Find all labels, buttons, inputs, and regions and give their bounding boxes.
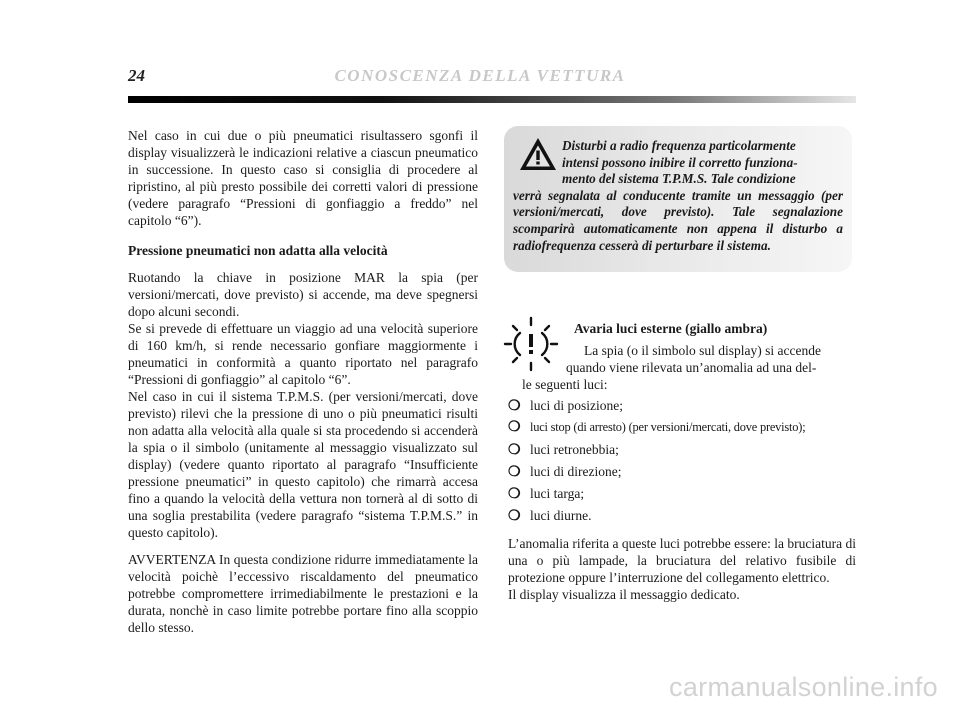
list-item [508,441,856,463]
lights-description [508,342,856,393]
warning-paragraph: AVVERTENZA In questa condizione ridurre immediatamente la velocità poichè l’eccessivo riscaldamento del pneumatico potrebbe compromettere irrimediabilmente le prestazioni e la durata, nonchè in caso limite potrebbe portare fino alla scoppio dello stesso. [128,552,478,635]
lights-desc-line-1: La spia (o il simbolo sul display) si accende [584,343,821,358]
body-paragraph-1: Ruotando la chiave in posizione MAR la spia (per versioni/mercati, dove previsto) si accende, ma deve spegnersi dopo alcuni secondi. [128,270,478,319]
warning-line-2: intensi possono inibire il corretto funziona- [562,154,798,170]
bullet-mark: ❍ [508,509,521,524]
warning-line-3: mento del sistema T.P.M.S. Tale condizione [562,171,796,187]
list-item-text: luci di posizione; [530,398,623,413]
list-item [508,507,856,529]
lights-title: Avaria luci esterne (giallo ambra) [574,321,768,336]
warning-rest: verrà segnalata al conducente tramite un messaggio (per versioni/mercati, dove previsto). Tale segnalazione scomparirà automaticamente non appena il disturbo a radiofrequenza cesserà di perturbare il sistema. [513,187,843,253]
watermark: carmanualsonline.info [669,672,938,702]
body-paragraph-2: Se si prevede di effettuare un viaggio ad una velocità superiore di 160 km/h, si rende necessario gonfiare maggiormente i pneumatici in conformità a quanto riportato nel paragrafo “Pressioni di gonfiaggio” al capitolo “6”. [128,321,478,387]
list-item-text: luci targa; [530,486,585,501]
list-item-text: luci diurne. [530,508,592,523]
list-item [508,485,856,507]
bullet-mark: ❍ [508,399,521,414]
list-item [508,397,856,419]
lights-outro-1: L’anomalia riferita a queste luci potrebbe essere: la bruciatura di una o più lampade, la bruciatura del relativo fusibile di protezione oppure l’interruzione del collegamento elettrico. [508,536,856,585]
warning-line-1: Disturbi a radio frequenza particolarmente [562,138,796,153]
list-item-text: luci stop (di arresto) (per versioni/mercati, dove previsto); [530,420,806,434]
lights-desc-line-2: quando viene rilevata un’anomalia ad una del- [566,360,817,375]
exterior-lights-section [508,320,856,603]
header-rule [128,96,856,103]
intro-paragraph: Nel caso in cui due o più pneumatici risultassero sgonfi il display visualizzerà le indicazioni relative a ciascun pneumatico in successione. In questo caso si consiglia di procedere al ripristino, al più presto possibile dei corretti valori di pressione (vedere paragrafo “Pressioni di gonfiaggio a freddo” nel capitolo “6”). [128,128,478,228]
warning-box [504,126,852,272]
lights-desc-line-3: le seguenti luci: [522,377,608,392]
section-heading: Pressione pneumatici non adatta alla velocità [128,243,388,258]
lights-list [508,397,856,529]
bullet-mark: ❍ [508,443,521,458]
running-title: CONOSCENZA DELLA VETTURA [334,66,626,85]
list-item [508,419,856,441]
list-item [508,463,856,485]
list-item-text: luci retronebbia; [530,442,619,457]
bullet-mark: ❍ [508,487,521,502]
list-item-text: luci di direzione; [530,464,622,479]
page-number: 24 [128,66,145,85]
left-column [128,127,478,636]
lights-outro-2: Il display visualizza il messaggio dedicato. [508,587,740,602]
bullet-mark: ❍ [508,465,521,480]
body-paragraph-3: Nel caso in cui il sistema T.P.M.S. (per versioni/mercati, dove previsto) rilevi che la pressione di uno o più pneumatici risulti non adatta alla velocità alla quale si sta procedendo si accenderà la spia o il simbolo (unitamente al messaggio visualizzato sul display) (vedere quanto riportato al paragrafo “Insufficiente pressione pneumatici” in questo capitolo) che rimarrà accesa fino a quando la velocità della vettura non tornerà al di sotto di una soglia prestabilita (vedere paragrafo “sistema T.P.M.S.” in questo capitolo). [128,389,478,540]
bullet-mark: ❍ [508,420,521,435]
warning-box-text [513,138,843,254]
